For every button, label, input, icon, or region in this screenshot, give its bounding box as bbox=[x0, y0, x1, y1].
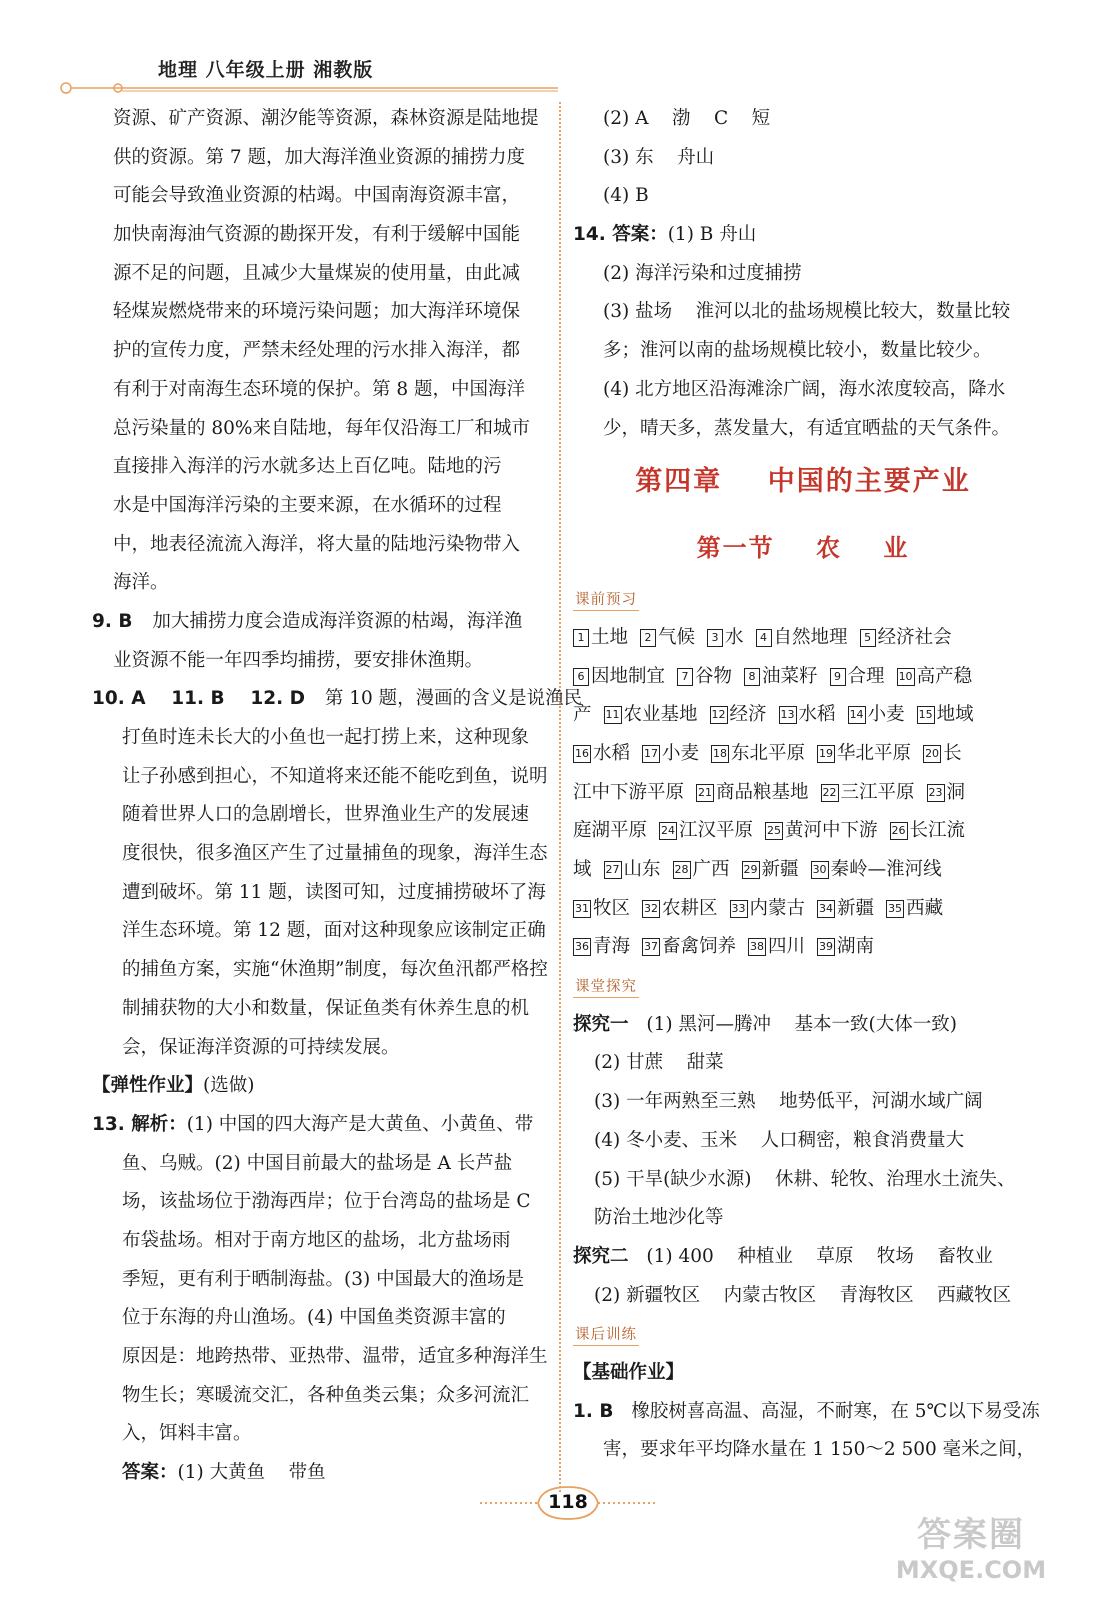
class-explore-tag-row bbox=[573, 967, 1033, 1006]
answer-text: 产 bbox=[573, 704, 592, 726]
preview-answer-item bbox=[673, 859, 730, 880]
preview-answer-line bbox=[573, 928, 1033, 967]
answer-number-box: 26 bbox=[890, 822, 908, 840]
elastic-homework-label: 【弹性作业】 bbox=[92, 1075, 204, 1097]
text-line: 海洋。 bbox=[113, 572, 169, 594]
answer-text: 黄河中下游 bbox=[785, 820, 878, 842]
answer-number-box: 28 bbox=[673, 861, 691, 879]
answer-text: 新疆 bbox=[837, 897, 875, 919]
preview-answer-line bbox=[573, 890, 1033, 929]
answer-text: 水稻 bbox=[593, 742, 631, 764]
preview-answer-item bbox=[923, 743, 962, 764]
answer-text: 小麦 bbox=[662, 742, 700, 764]
text-line: (4) 北方地区沿海滩涂广阔，海水浓度较高，降水 bbox=[603, 378, 1006, 400]
answer-number-box: 20 bbox=[923, 745, 941, 763]
answer-text: 商品粮基地 bbox=[716, 781, 809, 803]
preview-answer-item bbox=[573, 782, 684, 803]
answer-number-box: 23 bbox=[927, 784, 945, 802]
text-line: 总污染量的 80%来自陆地，每年仅沿海工厂和城市 bbox=[113, 417, 531, 439]
preview-answer-item bbox=[890, 820, 966, 841]
question-13-label: 13. 解析： bbox=[92, 1113, 187, 1135]
text-line: (2) 新疆牧区 内蒙古牧区 青海牧区 西藏牧区 bbox=[594, 1284, 1012, 1306]
text-line: 度很快，很多渔区产生了过量捕鱼的现象，海洋生态 bbox=[122, 843, 548, 865]
answer-text: 自然地理 bbox=[773, 626, 848, 648]
answer-text: 内蒙古 bbox=[749, 897, 806, 919]
answer-text: 合理 bbox=[847, 665, 885, 687]
question-9-label: 9. B bbox=[92, 610, 133, 632]
preview-answer-item bbox=[765, 820, 878, 841]
explore-2-label: 探究二 bbox=[573, 1245, 629, 1267]
text-line: 水是中国海洋污染的主要来源，在水循环的过程 bbox=[113, 494, 502, 516]
answer-number-box: 21 bbox=[696, 784, 714, 802]
text-line: (3) 一年两熟至三熟 地势低平，河湖水域广阔 bbox=[594, 1091, 983, 1113]
answer-text: 土地 bbox=[591, 626, 629, 648]
preview-answer-item bbox=[573, 859, 592, 880]
answer-number-box: 37 bbox=[642, 938, 660, 956]
text-line: (3) 盐场 淮河以北的盐场规模比较大，数量比较 bbox=[603, 301, 1011, 323]
answer-text: 谷物 bbox=[695, 665, 733, 687]
question-10-label: 10. A 11. B 12. D bbox=[92, 688, 305, 710]
preview-answer-line bbox=[573, 619, 1033, 658]
text-line: 中，地表径流流入海洋，将大量的陆地污染物带入 bbox=[113, 533, 521, 555]
question-13 bbox=[92, 1106, 552, 1145]
chapter-title: 第四章 中国的主要产业 bbox=[635, 466, 971, 498]
preview-answer-item bbox=[744, 666, 818, 687]
answer-text: 经济 bbox=[729, 704, 767, 726]
answer-number-box: 27 bbox=[604, 861, 622, 879]
question-1-text: 橡胶树喜高温、高湿，不耐寒，在 5℃以下易受冻 bbox=[631, 1400, 1040, 1422]
text-line: 的捕鱼方案，实施“休渔期”制度，每次鱼汛都严格控 bbox=[122, 959, 548, 981]
text-line: 物生长；寒暖流交汇，各种鱼类云集；众多河流汇 bbox=[122, 1384, 530, 1406]
text-line: (2) A 渤 C 短 bbox=[603, 108, 771, 129]
answer-text: 湖南 bbox=[837, 936, 875, 958]
text-line: 原因是：地跨热带、亚热带、温带，适宜多种海洋生 bbox=[122, 1346, 548, 1367]
text-line: 可能会导致渔业资源的枯竭。中国南海资源丰富， bbox=[113, 185, 521, 207]
text-line: 有利于对南海生态环境的保护。第 8 题，中国海洋 bbox=[113, 378, 526, 400]
after-class-tag: 课后训练 bbox=[573, 1325, 639, 1346]
text-line: 遭到破坏。第 11 题，读图可知，过度捕捞破坏了海 bbox=[122, 881, 546, 903]
answer-text: 小麦 bbox=[867, 704, 905, 726]
text-line: 护的宣传力度，严禁未经处理的污水排入海洋，都 bbox=[113, 340, 521, 362]
answer-text: (1) 大黄鱼 带鱼 bbox=[177, 1462, 326, 1484]
answer-text: 域 bbox=[573, 859, 592, 880]
preview-answer-item bbox=[886, 898, 943, 919]
column-divider bbox=[559, 102, 561, 1492]
preview-answer-item bbox=[573, 666, 665, 687]
preview-answer-item bbox=[642, 898, 718, 919]
answer-number-box: 18 bbox=[711, 745, 729, 763]
text-line: (2) 甘蔗 甜菜 bbox=[594, 1052, 724, 1074]
text-line: 布袋盐场。相对于南方地区的盐场，北方盐场雨 bbox=[122, 1229, 511, 1251]
preview-answer-item bbox=[817, 936, 874, 957]
preview-answer-item bbox=[742, 859, 799, 880]
answer-text: 四川 bbox=[768, 936, 806, 958]
answer-text: 洞 bbox=[946, 781, 966, 803]
answer-text: 秦岭—淮河线 bbox=[830, 859, 942, 880]
preview-answer-line bbox=[573, 812, 1033, 851]
answer-number-box: 19 bbox=[817, 745, 835, 763]
preview-answers bbox=[573, 619, 1033, 967]
answer-number-box: 31 bbox=[573, 900, 591, 918]
preview-answer-item bbox=[604, 859, 661, 880]
preview-answer-item bbox=[817, 898, 874, 919]
answer-text: 油菜籽 bbox=[762, 665, 818, 687]
text-line: 场，该盐场位于渤海西岸；位于台湾岛的盐场是 C bbox=[122, 1191, 531, 1213]
answer-number-box: 32 bbox=[642, 900, 660, 918]
text-line: 制捕获物的大小和数量，保证鱼类有休养生息的机 bbox=[122, 997, 530, 1019]
answer-number-box: 4 bbox=[756, 629, 772, 647]
book-header-title: 地理 八年级上册 湘教版 bbox=[158, 59, 374, 81]
answer-text: 山东 bbox=[623, 859, 661, 880]
answer-number-box: 33 bbox=[730, 900, 748, 918]
answer-text: 地域 bbox=[936, 704, 974, 726]
answer-text: 高产稳 bbox=[916, 665, 973, 687]
answer-text: 经济社会 bbox=[877, 626, 952, 648]
text-line: 加快南海油气资源的勘探开发，有利于缓解中国能 bbox=[113, 224, 521, 246]
answer-number-box: 15 bbox=[917, 706, 935, 724]
answer-text: 农业基地 bbox=[623, 704, 698, 726]
question-10 bbox=[92, 680, 583, 719]
question-1-label: 1. B bbox=[573, 1400, 614, 1422]
question-14-text: (1) B 舟山 bbox=[667, 224, 757, 246]
text-line: 让子孙感到担心，不知道将来还能不能吃到鱼，说明 bbox=[122, 765, 548, 787]
question-9-text: 加大捕捞力度会造成海洋资源的枯竭，海洋渔 bbox=[152, 610, 523, 632]
answer-text: 因地制宜 bbox=[591, 665, 666, 687]
text-line: 随着世界人口的急剧增长，世界渔业生产的发展速 bbox=[122, 804, 530, 826]
text-line: 资源、矿产资源、潮汐能等资源，森林资源是陆地提 bbox=[113, 108, 539, 129]
answer-number-box: 24 bbox=[659, 822, 677, 840]
preview-answer-item bbox=[604, 704, 698, 725]
elastic-homework-heading bbox=[92, 1067, 552, 1106]
text-line: 入，饵料丰富。 bbox=[122, 1423, 252, 1445]
text-line: 源不足的问题，且减少大量煤炭的使用量，由此减 bbox=[113, 262, 521, 284]
answer-text: 西藏 bbox=[906, 897, 944, 919]
preview-answer-item bbox=[779, 704, 836, 725]
answer-text: 江汉平原 bbox=[679, 820, 754, 842]
question-13-text: (1) 中国的四大海产是大黄鱼、小黄鱼、带 bbox=[186, 1113, 534, 1135]
explore-1-label: 探究一 bbox=[573, 1013, 629, 1035]
answer-text: 长江流 bbox=[909, 820, 966, 842]
preview-answer-item bbox=[710, 704, 767, 725]
site-watermark bbox=[866, 1515, 1076, 1595]
class-explore-tag: 课堂探究 bbox=[573, 977, 639, 998]
answer-number-box: 30 bbox=[811, 861, 829, 879]
text-line: 供的资源。第 7 题，加大海洋渔业资源的捕捞力度 bbox=[113, 146, 526, 168]
answer-text: 江中下游平原 bbox=[573, 781, 685, 803]
basic-homework-heading: 【基础作业】 bbox=[573, 1361, 685, 1383]
text-line: 季短，更有利于晒制海盐。(3) 中国最大的渔场是 bbox=[122, 1268, 525, 1290]
answer-text: 水 bbox=[725, 626, 744, 648]
explore-2-text: (1) 400 种植业 草原 牧场 畜牧业 bbox=[646, 1245, 993, 1267]
preview-answer-item bbox=[642, 936, 736, 957]
preview-answer-item bbox=[830, 666, 885, 687]
answer-number-box: 39 bbox=[817, 938, 835, 956]
answer-number-box: 38 bbox=[748, 938, 766, 956]
text-line: (2) 海洋污染和过度捕捞 bbox=[603, 262, 802, 284]
answer-number-box: 6 bbox=[573, 668, 589, 686]
text-line: 会，保证海洋资源的可持续发展。 bbox=[122, 1036, 400, 1058]
answer-text: 华北平原 bbox=[837, 742, 912, 764]
preview-answer-item bbox=[573, 704, 592, 725]
preview-answer-item bbox=[730, 898, 806, 919]
preview-answer-item bbox=[573, 898, 630, 919]
answer-text: 牧区 bbox=[593, 897, 631, 919]
answer-number-box: 35 bbox=[886, 900, 904, 918]
text-line: 鱼、乌贼。(2) 中国目前最大的盐场是 A 长芦盐 bbox=[122, 1152, 513, 1174]
answer-text: 庭湖平原 bbox=[573, 820, 648, 842]
preview-answer-line bbox=[573, 696, 1033, 735]
text-line: 洋生态环境。第 12 题，面对这种现象应该制定正确 bbox=[122, 920, 546, 942]
answer-number-box: 29 bbox=[742, 861, 760, 879]
elastic-homework-note: (选做) bbox=[203, 1075, 255, 1097]
answer-number-box: 34 bbox=[817, 900, 835, 918]
text-line: 业资源不能一年四季均捕捞，要安排休渔期。 bbox=[113, 649, 484, 671]
explore-2 bbox=[573, 1238, 1033, 1277]
answer-number-box: 2 bbox=[640, 629, 656, 647]
preview-answer-item bbox=[848, 704, 905, 725]
answer-number-box: 16 bbox=[573, 745, 591, 763]
answer-number-box: 11 bbox=[604, 706, 622, 724]
preview-answer-item bbox=[677, 666, 732, 687]
question-10-text: 第 10 题，漫画的含义是说渔民 bbox=[324, 688, 583, 710]
answer-text: 水稻 bbox=[798, 704, 836, 726]
explore-1-text: (1) 黑河—腾冲 基本一致(大体一致) bbox=[646, 1013, 957, 1035]
answer-number-box: 7 bbox=[677, 668, 693, 686]
preview-answer-item bbox=[927, 782, 966, 803]
explore-1 bbox=[573, 1006, 1033, 1045]
preview-answer-item bbox=[573, 743, 630, 764]
answer-label: 答案： bbox=[122, 1462, 178, 1484]
preview-answer-item bbox=[707, 627, 744, 648]
text-line: 多；淮河以南的盐场规模比较小，数量比较少。 bbox=[603, 340, 992, 362]
answer-number-box: 1 bbox=[573, 629, 589, 647]
watermark-line-2: MXQE.COM bbox=[895, 1556, 1047, 1584]
preview-answer-item bbox=[642, 743, 699, 764]
answer-text: 气候 bbox=[658, 626, 696, 648]
preview-answer-item bbox=[696, 782, 809, 803]
answer-number-box: 14 bbox=[848, 706, 866, 724]
text-line: 防治土地沙化等 bbox=[594, 1207, 724, 1229]
preview-answer-item bbox=[897, 666, 973, 687]
answer-number-box: 10 bbox=[897, 668, 915, 686]
preview-answer-item bbox=[748, 936, 805, 957]
preview-answer-line bbox=[573, 851, 1033, 890]
answer-number-box: 8 bbox=[744, 668, 760, 686]
preview-tag-row bbox=[573, 580, 1033, 619]
preview-answer-item bbox=[817, 743, 911, 764]
text-line: 轻煤炭燃烧带来的环境污染问题；加大海洋环境保 bbox=[113, 301, 521, 323]
section-title: 第一节 农 业 bbox=[696, 534, 910, 563]
answer-number-box: 13 bbox=[779, 706, 797, 724]
answer-number-box: 25 bbox=[765, 822, 783, 840]
answer-number-box: 22 bbox=[821, 784, 839, 802]
answer-text: 东北平原 bbox=[731, 742, 806, 764]
question-14 bbox=[573, 216, 1033, 255]
preview-answer-item bbox=[811, 859, 942, 880]
preview-answer-item bbox=[573, 936, 630, 957]
text-line: 位于东海的舟山渔场。(4) 中国鱼类资源丰富的 bbox=[122, 1307, 506, 1329]
page-number-block bbox=[478, 1483, 658, 1523]
text-line: 直接排入海洋的污水就多达上百亿吨。陆地的污 bbox=[113, 456, 502, 478]
right-column bbox=[573, 100, 1040, 1470]
preview-answer-item bbox=[640, 627, 695, 648]
text-line: 打鱼时连未长大的小鱼也一起打捞上来，这种现象 bbox=[122, 727, 530, 748]
preview-answer-item bbox=[756, 627, 848, 648]
question-1 bbox=[573, 1393, 1040, 1432]
preview-answer-line bbox=[573, 774, 1033, 813]
answer-text: 三江平原 bbox=[840, 781, 915, 803]
page-number: 118 bbox=[548, 1491, 588, 1513]
preview-answer-item bbox=[821, 782, 915, 803]
answer-number-box: 17 bbox=[642, 745, 660, 763]
header-decorative-rule bbox=[58, 78, 558, 98]
text-line: (3) 东 舟山 bbox=[603, 146, 715, 168]
preview-answer-item bbox=[659, 820, 753, 841]
answer-text: 广西 bbox=[692, 859, 730, 880]
answer-number-box: 12 bbox=[710, 706, 728, 724]
answer-text: 长 bbox=[943, 742, 962, 764]
answer-text: 新疆 bbox=[761, 859, 799, 880]
text-line: 少，晴天多，蒸发量大，有适宜晒盐的天气条件。 bbox=[603, 417, 1011, 439]
answer-text: 青海 bbox=[593, 936, 631, 958]
question-14-label: 14. 答案： bbox=[573, 224, 668, 246]
answer-number-box: 9 bbox=[830, 668, 846, 686]
answer-text: 农耕区 bbox=[662, 897, 718, 919]
preview-answer-item bbox=[573, 820, 647, 841]
preview-answer-item bbox=[711, 743, 805, 764]
text-line: (4) B bbox=[603, 185, 649, 207]
answer-text: 畜禽饲养 bbox=[662, 936, 737, 958]
watermark-line-1: 答案圈 bbox=[917, 1515, 1025, 1555]
answer-number-box: 3 bbox=[707, 629, 723, 647]
answer-number-box: 5 bbox=[860, 629, 876, 647]
answer-number-box: 36 bbox=[573, 938, 591, 956]
preview-answer-line bbox=[573, 658, 1033, 697]
preview-tag: 课前预习 bbox=[573, 590, 639, 611]
text-line: 害，要求年平均降水量在 1 150～2 500 毫米之间， bbox=[603, 1439, 1036, 1461]
text-line: (4) 冬小麦、玉米 人口稠密，粮食消费量大 bbox=[594, 1129, 965, 1151]
preview-answer-item bbox=[917, 704, 974, 725]
preview-answer-item bbox=[860, 627, 952, 648]
preview-answer-line bbox=[573, 735, 1033, 774]
after-class-tag-row bbox=[573, 1315, 1033, 1354]
preview-answer-item bbox=[573, 627, 628, 648]
text-line: (5) 干旱(缺少水源) 休耕、轮牧、治理水土流失、 bbox=[594, 1168, 1016, 1190]
question-9 bbox=[92, 603, 552, 642]
